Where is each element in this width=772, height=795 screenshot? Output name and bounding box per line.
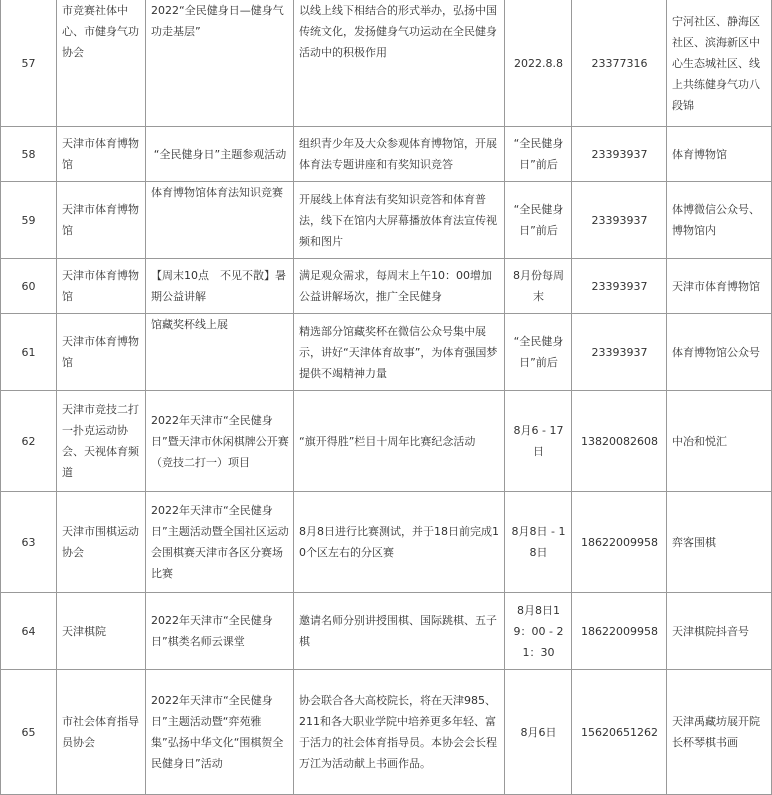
- activity-content-cell: 精选部分馆藏奖杯在微信公众号集中展示，讲好“天津体育故事”，为体育强国梦提供不竭精神力量: [294, 314, 505, 391]
- activity-time-cell: “全民健身日”前后: [505, 314, 572, 391]
- activity-place-cell: 中冶和悦汇: [667, 391, 772, 492]
- activity-name-cell: 2022年天津市“全民健身日”主题活动暨“弈苑雅集”弘扬中华文化“围棋贺全民健身日”活动: [146, 670, 294, 795]
- contact-phone-cell: 23393937: [572, 259, 667, 314]
- activity-place-cell: 宁河社区、静海区社区、滨海新区中心生态城社区、线上共练健身气功八段锦: [667, 0, 772, 127]
- row-number: 58: [1, 127, 57, 182]
- contact-phone-cell: 15620651262: [572, 670, 667, 795]
- organizer-cell: 市社会体育指导员协会: [57, 670, 146, 795]
- activity-content-cell: “旗开得胜”栏目十周年比赛纪念活动: [294, 391, 505, 492]
- row-number: 57: [1, 0, 57, 127]
- organizer-cell: 天津市竞技二打一扑克运动协会、天视体育频道: [57, 391, 146, 492]
- activity-time-cell: 8月份每周末: [505, 259, 572, 314]
- activity-content-cell: 开展线上体育法有奖知识竞答和体育普法，线下在馆内大屏幕播放体育法宣传视频和图片: [294, 182, 505, 259]
- activity-content-cell: 满足观众需求，每周末上午10：00增加公益讲解场次，推广全民健身: [294, 259, 505, 314]
- activity-name-cell: 2022年天津市“全民健身日”主题活动暨全国社区运动会围棋赛天津市各区分赛场比赛: [146, 492, 294, 593]
- activity-content-cell: 协会联合各大高校院长，将在天津985、211和各大职业学院中培养更多年轻、富于活力的社会体育指导员。本协会会长程万江为活动献上书画作品。: [294, 670, 505, 795]
- organizer-cell: 天津市体育博物馆: [57, 259, 146, 314]
- organizer-cell: 天津棋院: [57, 593, 146, 670]
- table-row: [1, 259, 772, 314]
- contact-phone-cell: 23377316: [572, 0, 667, 127]
- activity-place-cell: 天津棋院抖音号: [667, 593, 772, 670]
- organizer-cell: 天津市体育博物馆: [57, 314, 146, 391]
- activity-place-cell: 体博微信公众号、博物馆内: [667, 182, 772, 259]
- activity-name-cell: 2022年天津市“全民健身日”棋类名师云课堂: [146, 593, 294, 670]
- activity-time-cell: 2022.8.8: [505, 0, 572, 127]
- activity-time-cell: “全民健身日”前后: [505, 182, 572, 259]
- activity-content-cell: 组织青少年及大众参观体育博物馆，开展体育法专题讲座和有奖知识竞答: [294, 127, 505, 182]
- table-row: [1, 314, 772, 391]
- activity-name-cell: 2022“全民健身日—健身气功走基层”: [146, 0, 294, 127]
- activity-content-cell: 以线上线下相结合的形式举办，弘扬中国传统文化，发扬健身气功运动在全民健身活动中的积极作用: [294, 0, 505, 127]
- activity-place-cell: 天津市体育博物馆: [667, 259, 772, 314]
- organizer-cell: 市竞赛社体中心、市健身气功协会: [57, 0, 146, 127]
- activity-place-cell: 体育博物馆公众号: [667, 314, 772, 391]
- contact-phone-cell: 23393937: [572, 314, 667, 391]
- contact-phone-cell: 23393937: [572, 182, 667, 259]
- activity-place-cell: 弈客围棋: [667, 492, 772, 593]
- activity-time-cell: “全民健身日”前后: [505, 127, 572, 182]
- activity-name-cell: 馆藏奖杯线上展: [146, 314, 294, 391]
- contact-phone-cell: 23393937: [572, 127, 667, 182]
- table-row: [1, 391, 772, 492]
- row-number: 60: [1, 259, 57, 314]
- contact-phone-cell: 18622009958: [572, 593, 667, 670]
- table-row: [1, 492, 772, 593]
- activity-name-cell: 体育博物馆体育法知识竞赛: [146, 182, 294, 259]
- activity-name-cell: 【周末10点 不见不散】暑期公益讲解: [146, 259, 294, 314]
- contact-phone-cell: 13820082608: [572, 391, 667, 492]
- table-row: [1, 182, 772, 259]
- activity-content-cell: 8月8日进行比赛测试，并于18日前完成10个区左右的分区赛: [294, 492, 505, 593]
- activity-time-cell: 8月6日: [505, 670, 572, 795]
- row-number: 63: [1, 492, 57, 593]
- organizer-cell: 天津市围棋运动协会: [57, 492, 146, 593]
- row-number: 59: [1, 182, 57, 259]
- table-row: [1, 593, 772, 670]
- row-number: 65: [1, 670, 57, 795]
- table-row: [1, 127, 772, 182]
- activity-time-cell: 8月6 - 17日: [505, 391, 572, 492]
- activity-time-cell: 8月8日19：00 - 21：30: [505, 593, 572, 670]
- activity-name-cell: 2022年天津市“全民健身日”暨天津市休闲棋牌公开赛（竞技二打一）项目: [146, 391, 294, 492]
- contact-phone-cell: 18622009958: [572, 492, 667, 593]
- activity-content-cell: 邀请名师分别讲授围棋、国际跳棋、五子棋: [294, 593, 505, 670]
- row-number: 62: [1, 391, 57, 492]
- row-number: 64: [1, 593, 57, 670]
- table-row: [1, 670, 772, 795]
- activity-place-cell: 体育博物馆: [667, 127, 772, 182]
- activity-place-cell: 天津禹藏坊展开院长杯琴棋书画: [667, 670, 772, 795]
- activity-time-cell: 8月8日 - 18日: [505, 492, 572, 593]
- row-number: 61: [1, 314, 57, 391]
- organizer-cell: 天津市体育博物馆: [57, 127, 146, 182]
- organizer-cell: 天津市体育博物馆: [57, 182, 146, 259]
- table-row: [1, 0, 772, 127]
- activity-name-cell: “全民健身日”主题参观活动: [146, 127, 294, 182]
